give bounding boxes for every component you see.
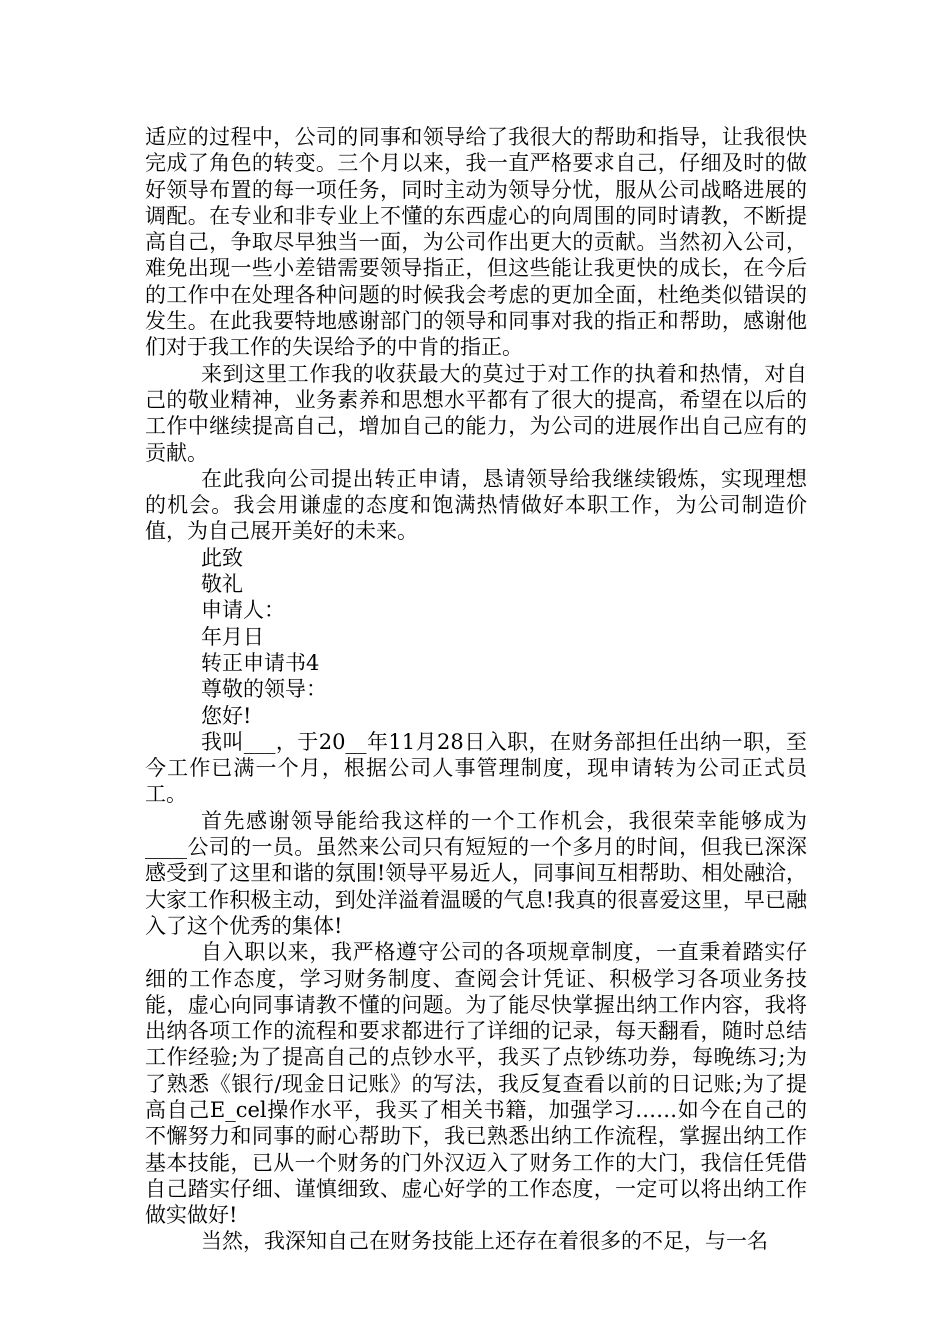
- paragraph: 我叫___，于20__年11月28日入职，在财务部担任出纳一职，至今工作已满一个月，根据公司人事管理制度，现申请转为公司正式员工。: [145, 729, 807, 807]
- paragraph: 在此我向公司提出转正申请，恳请领导给我继续锻炼，实现理想的机会。我会用谦虚的态度和饱满热情做好本职工作，为公司制造价值，为自己展开美好的未来。: [145, 466, 807, 544]
- greeting-line: 尊敬的领导：: [201, 677, 327, 702]
- paragraph: 来到这里工作我的收获最大的莫过于对工作的执着和热情，对自己的敬业精神，业务素养和思想水平都有了很大的提高，希望在以后的工作中继续提高自己，增加自己的能力，为公司的进展作出自己应有的贡献。: [145, 361, 807, 465]
- paragraph: 当然，我深知自己在财务技能上还存在着很多的不足，与一名: [201, 1229, 768, 1254]
- greeting-line: 您好!: [201, 703, 252, 728]
- paragraph: 首先感谢领导能给我这样的一个工作机会，我很荣幸能够成为____公司的一员。虽然来公司只有短短的一个多月的时间，但我已深深感受到了这里和谐的氛围!领导平易近人，同事间互相帮助、相处融洽，大家工作积极主动，到处洋溢着温暖的气息!我真的很喜爱这里，早已融入了这个优秀的集体!: [145, 808, 807, 938]
- applicant-line: 申请人：: [201, 598, 285, 623]
- document-body: [145, 124, 807, 1255]
- paragraph: 自入职以来，我严格遵守公司的各项规章制度，一直秉着踏实仔细的工作态度，学习财务制度、查阅会计凭证、积极学习各项业务技能，虚心向同事请教不懂的问题。为了能尽快掌握出纳工作内容，我将出纳各项工作的流程和要求都进行了详细的记录，每天翻看，随时总结工作经验;为了提高自己的点钞水平，我买了点钞练功券，每晚练习;为了熟悉《银行/现金日记账》的写法，我反复查看以前的日记账;为了提高自己E_cel操作水平，我买了相关书籍，加强学习……如今在自己的不懈努力和同事的耐心帮助下，我已熟悉出纳工作流程，掌握出纳工作基本技能，已从一个财务的门外汉迈入了财务工作的大门，我信任凭借自己踏实仔细、谨慎细致、虚心好学的工作态度，一定可以将出纳工作做实做好!: [145, 940, 807, 1228]
- salutation-line: 敬礼: [201, 572, 243, 597]
- section-title: 转正申请书4: [201, 650, 320, 675]
- salutation-line: 此致: [201, 545, 243, 570]
- date-line: 年月日: [201, 624, 264, 649]
- paragraph: 适应的过程中，公司的同事和领导给了我很大的帮助和指导，让我很快完成了角色的转变。三个月以来，我一直严格要求自己，仔细及时的做好领导布置的每一项任务，同时主动为领导分忧，服从公司战略进展的调配。在专业和非专业上不懂的东西虚心的向周围的同时请教，不断提高自己，争取尽早独当一面，为公司作出更大的贡献。当然初入公司，难免出现一些小差错需要领导指正，但这些能让我更快的成长，在今后的工作中在处理各种问题的时候我会考虑的更加全面，杜绝类似错误的发生。在此我要特地感谢部门的领导和同事对我的指正和帮助，感谢他们对于我工作的失误给予的中肯的指正。: [145, 125, 807, 360]
